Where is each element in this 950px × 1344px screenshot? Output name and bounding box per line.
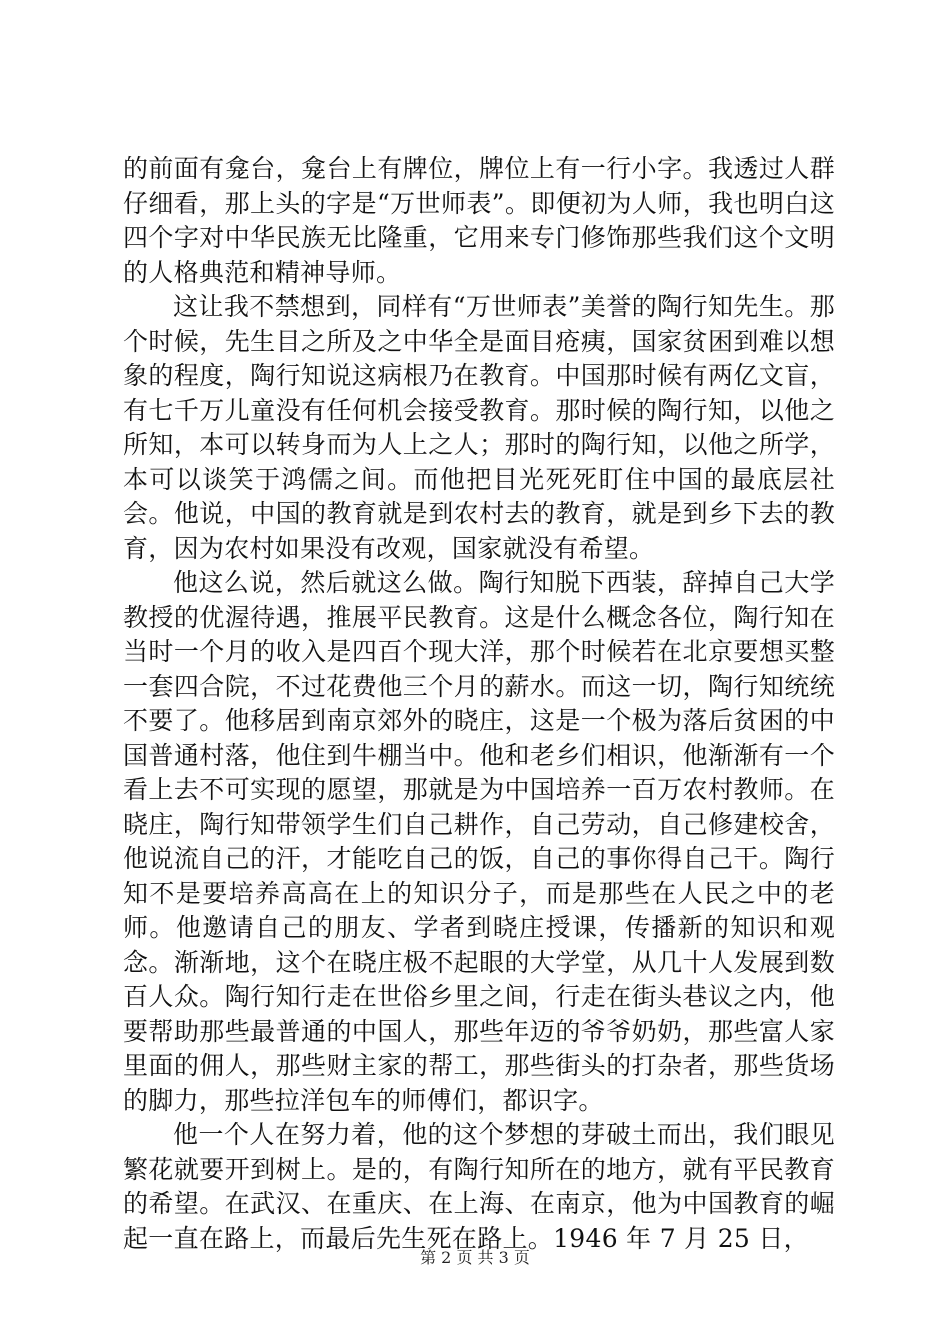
page-footer: 第 2 页 共 3 页 — [420, 1248, 530, 1267]
paragraph-2: 这让我不禁想到，同样有“万世师表”美誉的陶行知先生。那个时候，先生目之所及之中华全是面目疮痍，国家贫困到难以想象的程度，陶行知说这病根乃在教育。中国那时候有两亿文盲，有七千万儿童没有任何机会接受教育。那时候的陶行知，以他之所知，本可以转身而为人上之人；那时的陶行知，以他之所学，本可以谈笑于鸿儒之间。而他把目光死死盯住中国的最底层社会。他说，中国的教育就是到农村去的教育，就是到乡下去的教育，因为农村如果没有改观，国家就没有希望。 — [123, 292, 835, 563]
paragraph-4: 他一个人在努力着，他的这个梦想的芽破土而出，我们眼见繁花就要开到树上。是的，有陶行知所在的地方，就有平民教育的希望。在武汉、在重庆、在上海、在南京，他为中国教育的崛起一直在路上，而最后先生死在路上。1946 年 7 月 25 日， — [123, 1120, 835, 1253]
paragraph-1: 的前面有龛台，龛台上有牌位，牌位上有一行小字。我透过人群仔细看，那上头的字是“万世师表”。即便初为人师，我也明白这四个字对中华民族无比隆重，它用来专门修饰那些我们这个文明的人格典范和精神导师。 — [123, 154, 835, 287]
body-text — [123, 152, 835, 1256]
paragraph-3: 他这么说，然后就这么做。陶行知脱下西装，辞掉自己大学教授的优渥待遇，推展平民教育。这是什么概念各位，陶行知在当时一个月的收入是四百个现大洋，那个时候若在北京要想买整一套四合院，不过花费他三个月的薪水。而这一切，陶行知统统不要了。他移居到南京郊外的晓庄，这是一个极为落后贫困的中国普通村落，他住到牛棚当中。他和老乡们相识，他渐渐有一个看上去不可实现的愿望，那就是为中国培养一百万农村教师。在晓庄，陶行知带领学生们自己耕作，自己劳动，自己修建校舍，他说流自己的汗，才能吃自己的饭，自己的事你得自己干。陶行知不是要培养高高在上的知识分子，而是那些在人民之中的老师。他邀请自己的朋友、学者到晓庄授课，传播新的知识和观念。渐渐地，这个在晓庄极不起眼的大学堂，从几十人发展到数百人众。陶行知行走在世俗乡里之间，行走在街头巷议之内，他要帮助那些最普通的中国人，那些年迈的爷爷奶奶，那些富人家里面的佣人，那些财主家的帮工，那些街头的打杂者，那些货场的脚力，那些拉洋包车的师傅们，都识字。 — [123, 568, 835, 1115]
